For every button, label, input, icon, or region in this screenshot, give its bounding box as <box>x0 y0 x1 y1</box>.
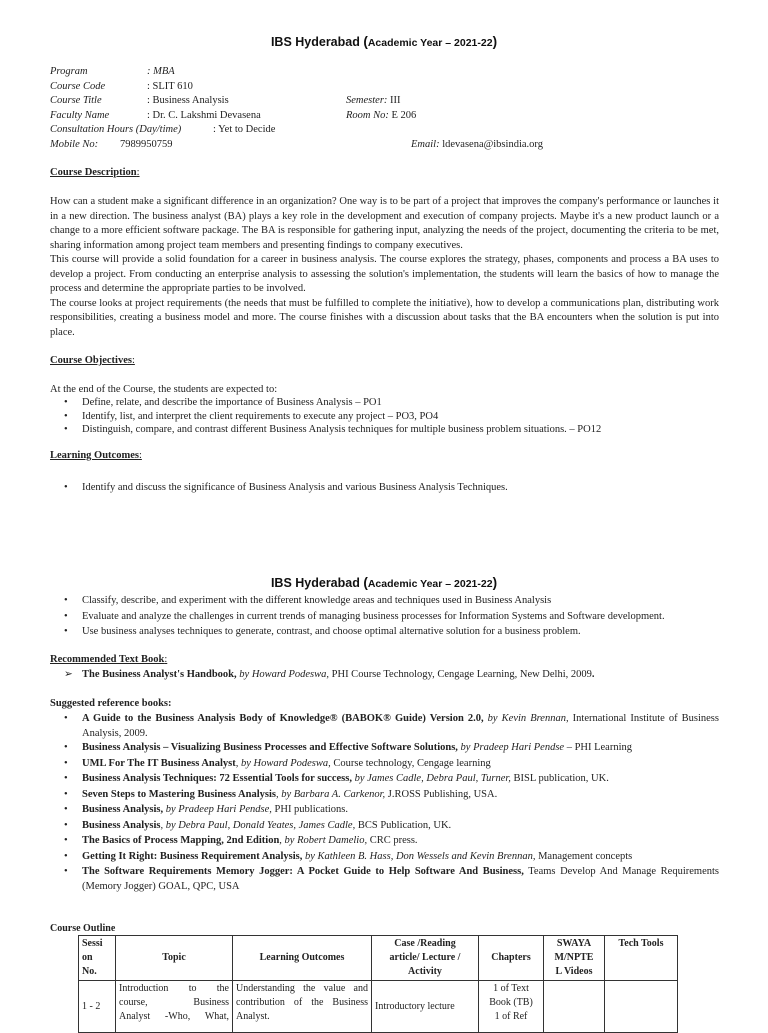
col-swayam: SWAYA M/NPTE L Videos <box>544 936 605 981</box>
room-value: E 206 <box>388 109 417 121</box>
cell-activity: Introductory lecture <box>372 981 479 1033</box>
consultation-value: : Yet to Decide <box>213 124 276 135</box>
bullet-icon: • <box>64 773 68 784</box>
reference-books-heading: Suggested reference books: <box>50 698 172 709</box>
bullet-icon: • <box>64 595 68 606</box>
bullet-icon: • <box>64 757 68 769</box>
semester-value: III <box>387 95 401 106</box>
table-row <box>79 981 678 1033</box>
bullet-icon: • <box>64 713 68 724</box>
faculty-label: Faculty Name <box>50 109 110 121</box>
text-book-publisher: PHI Course Technology, Cengage Learning, New Delhi, 2009 <box>329 669 592 680</box>
course-title-value: : Business Analysis <box>147 95 229 106</box>
cell-chapters: 1 of Text Book (TB) 1 of Ref <box>479 981 544 1033</box>
semester-label: Semester: <box>346 95 388 106</box>
paren-open: ( <box>363 575 368 590</box>
program-value: : MBA <box>147 66 175 77</box>
institute-name: IBS Hyderabad <box>270 576 364 590</box>
email-label: Email: <box>411 138 440 150</box>
objectives-intro: At the end of the Course, the students are expected to: <box>50 384 278 395</box>
description-paragraph-2: This course will provide a solid foundation for a career in business analysis. The course explores the strategy, phases, components and process a BA uses to develop a project. From conducting an enterprise analysis to assessing the solution's implementation, the students will learn the basics of how to manage the process and determine the appropriate parties to be involved. <box>50 254 719 294</box>
bullet-icon: • <box>64 424 68 435</box>
table-header-row <box>79 936 678 981</box>
col-session: Sessi on No. <box>79 936 116 981</box>
text-book-title: The Business Analyst's Handbook, <box>82 669 237 680</box>
institute-name: IBS Hyderabad <box>270 35 364 49</box>
bullet-icon: • <box>64 610 68 622</box>
cell-session: 1 - 2 <box>79 981 116 1033</box>
bullet-icon: • <box>64 482 68 493</box>
course-objectives-heading: Course Objectives: <box>50 355 135 366</box>
room-label: Room No: <box>346 109 389 121</box>
col-chapters: Chapters <box>479 936 544 981</box>
bullet-icon: • <box>64 397 68 408</box>
consultation-label: Consultation Hours (Day/time) <box>50 124 182 135</box>
text-book-author: by Howard Podeswa, <box>236 669 330 680</box>
col-tech-tools: Tech Tools <box>605 936 678 981</box>
bullet-icon: • <box>64 804 68 815</box>
cell-outcome: Understanding the value and contribution of the Business Analyst. <box>233 981 372 1033</box>
bullet-icon: • <box>64 866 68 877</box>
cell-tech-tools <box>605 981 678 1033</box>
academic-year: Academic Year – 2021-22 <box>367 578 493 590</box>
program-label: Program <box>50 66 88 77</box>
cell-topic: Introduction to the course, Business Analyst -Who, What, <box>116 981 233 1033</box>
bullet-icon: • <box>64 850 68 862</box>
bullet-icon: • <box>64 819 68 831</box>
faculty-value: : Dr. C. Lakshmi Devasena <box>147 109 261 121</box>
col-learning-outcomes: Learning Outcomes <box>233 936 372 981</box>
description-paragraph-3: The course looks at project requirements (the needs that must be fulfilled to complete the initiative), how to develop a communications plan, distributing work responsibilities, creating a business model and more. The course finishes with a discussion about tasks that the BA encounters when the solution is put into place. <box>50 297 719 338</box>
course-code-label: Course Code <box>50 80 106 92</box>
bullet-icon: • <box>64 788 68 800</box>
description-paragraph-1: How can a student make a significant difference in an organization? One way is to be part of a project that improves the company's performance or launches it in a new direction. The business analyst (BA) plays a key role in the development and execution of company projects. Maybe it's a new product launch or a change to a more efficient software package. The BA is responsible for gathering input, analyzing the needs of the project, documenting the criteria to be met, sharing information among project team members and presenting findings to company executives. <box>50 196 719 251</box>
mobile-label: Mobile No: <box>50 138 99 150</box>
bullet-icon: • <box>64 625 68 637</box>
col-topic: Topic <box>116 936 233 981</box>
mobile-value: 7989950759 <box>120 138 173 150</box>
cell-swayam <box>544 981 605 1033</box>
page-title <box>0 34 768 49</box>
learning-outcomes-heading: Learning Outcomes: <box>50 450 142 461</box>
bullet-icon: • <box>64 742 68 753</box>
paren-open: ( <box>363 34 368 49</box>
academic-year: Academic Year – 2021-22 <box>367 37 493 49</box>
course-code-value: : SLIT 610 <box>147 80 193 92</box>
paren-close: ) <box>492 575 498 590</box>
bullet-icon: • <box>64 410 68 422</box>
page-title-repeat <box>0 575 768 590</box>
course-outline-table <box>78 935 678 1033</box>
bullet-icon: • <box>64 835 68 846</box>
col-activity: Case /Reading article/ Lecture / Activity <box>372 936 479 981</box>
course-description-heading: Course Description: <box>50 167 140 178</box>
paren-close: ) <box>492 34 498 49</box>
email-value[interactable]: ldevasena@ibsindia.org <box>439 138 543 150</box>
text-book-heading: Recommended Text Book: <box>50 654 168 665</box>
course-outline-heading: Course Outline <box>50 923 116 934</box>
course-title-label: Course Title <box>50 95 102 106</box>
arrow-bullet-icon: ➢ <box>64 669 73 680</box>
